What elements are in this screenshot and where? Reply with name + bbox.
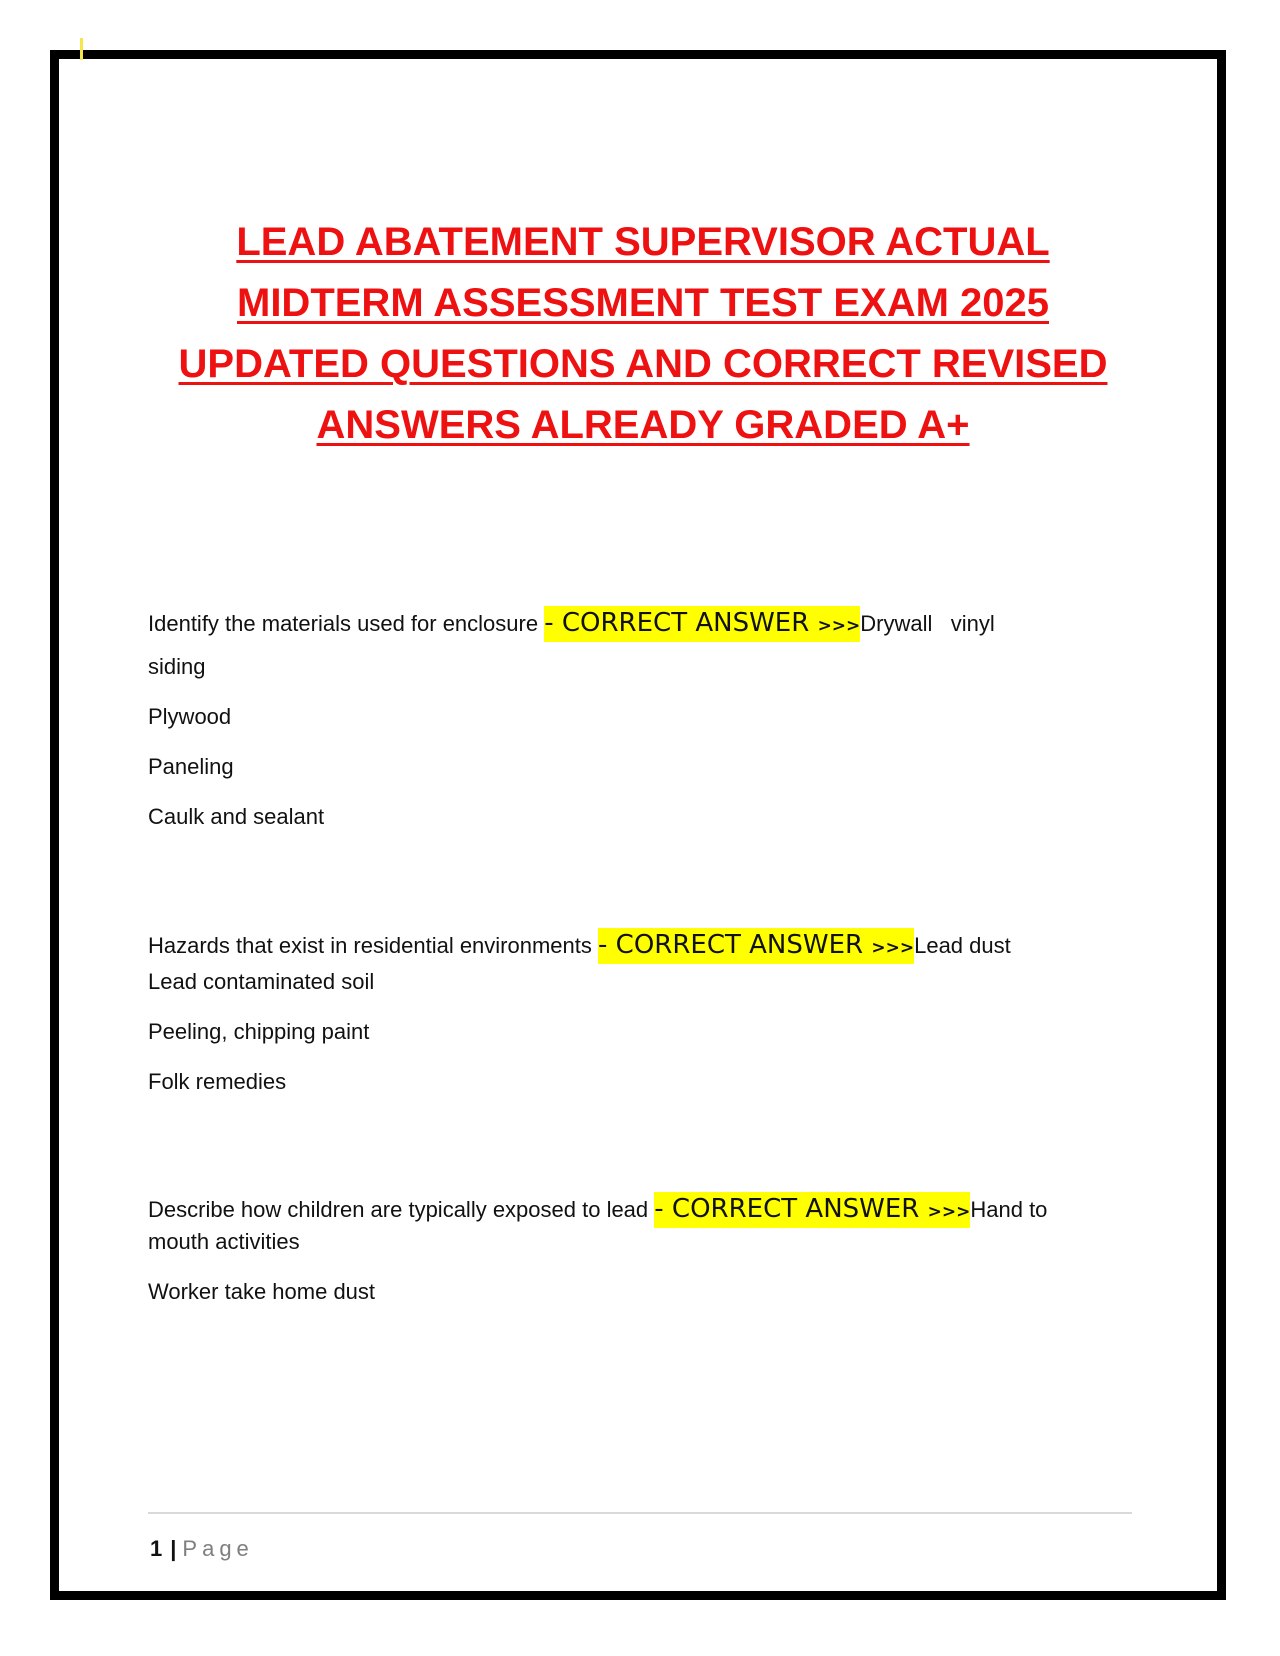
correct-answer-marker: - CORRECT ANSWER >>>	[544, 606, 860, 642]
document-title	[160, 212, 1126, 456]
footer-separator: |	[170, 1536, 177, 1561]
page-footer	[150, 1536, 254, 1562]
question-text: Identify the materials used for enclosure	[148, 611, 539, 636]
title-line: MIDTERM ASSESSMENT TEST EXAM 2025	[237, 281, 1049, 325]
question-3	[148, 1194, 1047, 1224]
answer-line: Peeling, chipping paint	[148, 1019, 370, 1044]
answer-inline: Drywall vinyl	[860, 611, 995, 636]
corner-mark	[80, 38, 83, 60]
answer-line: Worker take home dust	[148, 1279, 376, 1304]
answer-line: Plywood	[148, 704, 232, 729]
answer-inline: Lead dust	[914, 933, 1011, 958]
title-line: LEAD ABATEMENT SUPERVISOR ACTUAL	[236, 220, 1050, 264]
question-text: Hazards that exist in residential environments	[148, 933, 592, 958]
answer-inline: Hand to	[970, 1197, 1048, 1222]
answer-line: mouth activities	[148, 1229, 300, 1254]
answer-line: siding	[148, 654, 206, 679]
question-1	[148, 608, 995, 638]
answer-line: Folk remedies	[148, 1069, 287, 1094]
answer-line: Lead contaminated soil	[148, 969, 375, 994]
correct-answer-marker: - CORRECT ANSWER >>>	[654, 1192, 970, 1228]
answer-line: Caulk and sealant	[148, 804, 325, 829]
footer-divider	[148, 1512, 1132, 1514]
correct-answer-marker: - CORRECT ANSWER >>>	[598, 928, 914, 964]
answer-line: Paneling	[148, 754, 234, 779]
page-number: 1	[150, 1536, 163, 1561]
title-line: UPDATED QUESTIONS AND CORRECT REVISED	[178, 342, 1108, 386]
question-text: Describe how children are typically exposed to lead	[148, 1197, 649, 1222]
page-label: Page	[182, 1536, 254, 1561]
question-2	[148, 930, 1011, 960]
title-line: ANSWERS ALREADY GRADED A+	[316, 403, 970, 447]
